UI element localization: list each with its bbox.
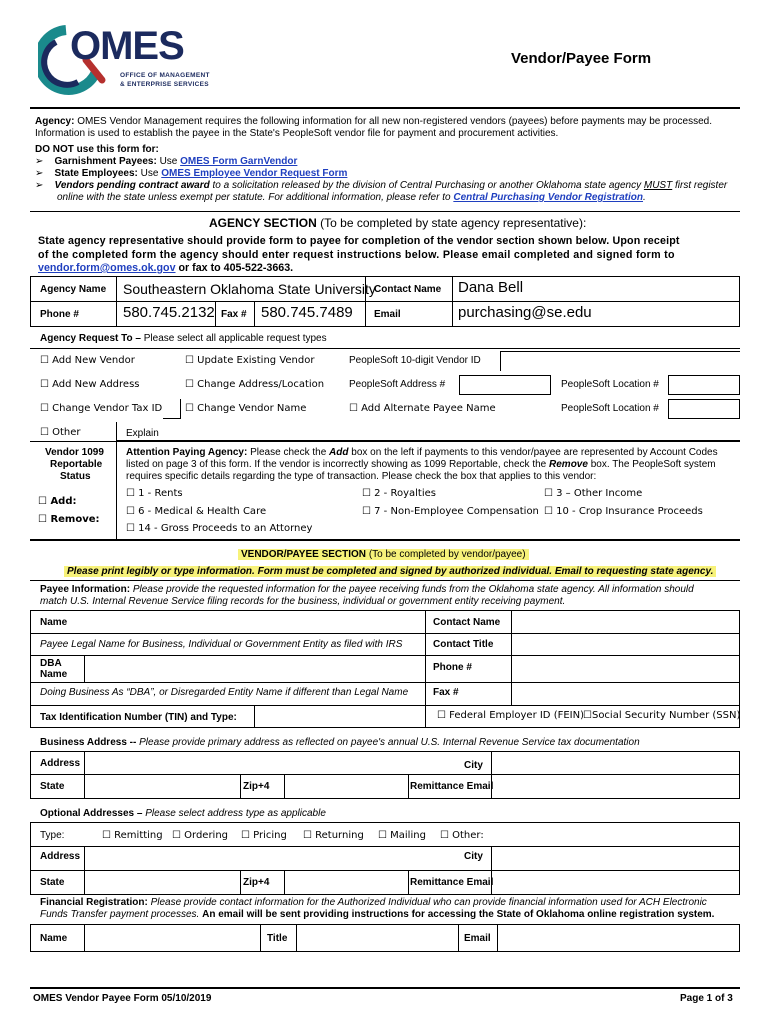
fin-name-field[interactable]	[86, 926, 258, 950]
do-not-use-heading: DO NOT use this form for:	[35, 144, 159, 155]
bullet-pending-contract: ➢ Vendors pending contract award to a solicitation released by the division of Central Purchasing or another Oklahoma state agency MUST first register	[35, 180, 728, 191]
attention-line-2: listed on page 3 of this form. If the vendor is incorrectly showing as 1099 Reportable, check the Remove box. The PeopleSoft system	[126, 459, 716, 470]
payee-fax-field[interactable]	[513, 684, 738, 704]
central-purchasing-link[interactable]: Central Purchasing Vendor Registration	[453, 192, 644, 203]
type-ordering-checkbox[interactable]: ☐ Ordering	[172, 830, 229, 841]
contact-name-label: Contact Name	[374, 284, 442, 295]
state-field[interactable]	[86, 776, 238, 797]
remit-email-field[interactable]	[493, 776, 738, 797]
dba-name-field[interactable]	[86, 657, 423, 681]
agency-instructions-1: State agency representative should provide form to payee for completion of the vendor section shown below. Upon receipt	[38, 235, 680, 247]
dba-hint: Doing Business As “DBA”, or Disregarded Entity Name if different than Legal Name	[40, 687, 409, 698]
city-label: City	[464, 760, 483, 771]
address2-label: Address	[40, 851, 81, 862]
payee-fax-label: Fax #	[433, 687, 459, 698]
type-pricing-checkbox[interactable]: ☐ Pricing	[241, 830, 287, 841]
agency-instructions-3: vendor.form@omes.ok.gov or fax to 405-522-3663.	[38, 262, 294, 274]
agency-request-to: Agency Request To – Please select all applicable request types	[40, 333, 327, 344]
v1099-label-3: Status	[60, 471, 91, 482]
business-address-line: Business Address -- Please provide primary address as reflected on payee's annual U.S. Internal Revenue Service tax documentation	[40, 737, 640, 748]
payee-contact-name-label: Contact Name	[433, 617, 501, 628]
payee-name-label: Name	[40, 617, 68, 628]
add-new-address-checkbox[interactable]: ☐ Add New Address	[40, 379, 140, 390]
bullet-garnishment: ➢ Garnishment Payees: Use OMES Form GarnVendor	[35, 156, 298, 167]
c7-nonemployee-checkbox[interactable]: ☐ 7 - Non-Employee Compensation	[362, 506, 539, 517]
payee-phone-label: Phone #	[433, 662, 472, 673]
change-vendor-name-checkbox[interactable]: ☐ Change Vendor Name	[185, 403, 307, 414]
c10-crop-checkbox[interactable]: ☐ 10 - Crop Insurance Proceeds	[544, 506, 703, 517]
add-new-vendor-checkbox[interactable]: ☐ Add New Vendor	[40, 355, 135, 366]
bullet-pending-contract-line2: online with the state unless exempt per statute. For additional information, please refer to Central Purchasing Vendor Registration.	[57, 192, 646, 203]
bullet-state-employees: ➢ State Employees: Use OMES Employee Vendor Request Form	[35, 168, 348, 179]
city2-field[interactable]	[493, 848, 738, 868]
state-label: State	[40, 781, 65, 792]
contact-name-field[interactable]: Dana Bell	[458, 279, 524, 296]
ssn-checkbox[interactable]: ☐Social Security Number (SSN)	[583, 710, 741, 721]
arrow-bullet-icon: ➢	[35, 156, 44, 167]
payee-name-field[interactable]	[84, 612, 422, 632]
phone-field[interactable]: 580.745.2132	[123, 304, 215, 321]
city2-label: City	[464, 851, 483, 862]
fax-field[interactable]: 580.745.7489	[261, 304, 353, 321]
zip-field[interactable]	[286, 776, 406, 797]
payee-phone-field[interactable]	[513, 657, 738, 681]
vendor-section-heading: VENDOR/PAYEE SECTION (To be completed by vendor/payee)	[238, 549, 529, 560]
state2-field[interactable]	[86, 872, 238, 893]
other-checkbox[interactable]: ☐ Other	[40, 427, 81, 438]
fax-label: Fax #	[221, 309, 247, 320]
financial-registration-line2: Funds Transfer payment processes. An email will be sent providing instructions for accessing the State of Oklahoma online registration system.	[40, 909, 715, 920]
fein-checkbox[interactable]: ☐ Federal Employer ID (FEIN)	[437, 710, 584, 721]
fin-title-label: Title	[267, 933, 288, 944]
agency-name-field[interactable]: Southeastern Oklahoma State University	[123, 281, 376, 297]
c6-medical-checkbox[interactable]: ☐ 6 - Medical & Health Care	[126, 506, 267, 517]
arrow-bullet-icon: ➢	[35, 180, 44, 191]
state2-label: State	[40, 877, 65, 888]
type-returning-checkbox[interactable]: ☐ Returning	[303, 830, 364, 841]
new-tax-id-field[interactable]	[163, 399, 181, 419]
fin-email-label: Email	[464, 933, 491, 944]
c14-attorney-checkbox[interactable]: ☐ 14 - Gross Proceeds to an Attorney	[126, 523, 313, 534]
tin-label: Tax Identification Number (TIN) and Type:	[40, 712, 237, 723]
ps-location-field[interactable]	[668, 375, 740, 395]
c3-other-income-checkbox[interactable]: ☐ 3 – Other Income	[544, 488, 643, 499]
attention-line-1: Attention Paying Agency: Please check the Add box on the left if payments to this vendor/payee are represented by Account Codes	[126, 447, 718, 458]
remit-email2-label: Remittance Email	[410, 877, 494, 888]
update-vendor-checkbox[interactable]: ☐ Update Existing Vendor	[185, 355, 315, 366]
remit-email-label: Remittance Email	[410, 781, 494, 792]
garn-vendor-link[interactable]: OMES Form GarnVendor	[180, 156, 298, 167]
change-tax-id-checkbox[interactable]: ☐ Change Vendor Tax ID	[40, 403, 163, 414]
logo-wordmark: OMES	[70, 24, 184, 68]
type-other-checkbox[interactable]: ☐ Other:	[440, 830, 484, 841]
ps-address-label: PeopleSoft Address #	[349, 379, 446, 390]
employee-vendor-link[interactable]: OMES Employee Vendor Request Form	[161, 168, 348, 179]
ps-location2-label: PeopleSoft Location #	[561, 403, 659, 414]
zip-label: Zip+4	[243, 781, 270, 792]
vendor-instructions: Please print legibly or type information. Form must be completed and signed by authorized individual. Email to requesting state agency.	[64, 566, 716, 577]
add-alt-payee-checkbox[interactable]: ☐ Add Alternate Payee Name	[349, 403, 496, 414]
type-mailing-checkbox[interactable]: ☐ Mailing	[378, 830, 426, 841]
zip2-field[interactable]	[286, 872, 406, 893]
change-address-checkbox[interactable]: ☐ Change Address/Location	[185, 379, 325, 390]
omes-logo	[38, 20, 228, 98]
ps-location-label: PeopleSoft Location #	[561, 379, 659, 390]
c2-royalties-checkbox[interactable]: ☐ 2 - Royalties	[362, 488, 436, 499]
address2-field[interactable]	[86, 848, 446, 868]
fin-name-label: Name	[40, 933, 68, 944]
city-field[interactable]	[493, 753, 738, 772]
email-field[interactable]: purchasing@se.edu	[458, 304, 592, 321]
header-rule	[30, 107, 740, 109]
payee-info-line2: match U.S. Internal Revenue Service filing records for the business, individual or government entity receiving payment.	[40, 596, 566, 607]
ps-location2-field[interactable]	[668, 399, 740, 419]
vendor-form-email-link[interactable]: vendor.form@omes.ok.gov	[38, 262, 176, 274]
email-label: Email	[374, 309, 401, 320]
payee-info-line1: Payee Information: Please provide the requested information for the payee receiving funds from the Oklahoma state agency. All information should	[40, 584, 694, 595]
address-label: Address	[40, 758, 81, 769]
arrow-bullet-icon: ➢	[35, 168, 44, 179]
remove-1099-checkbox[interactable]: ☐ Remove:	[38, 514, 100, 525]
agency-section-heading: AGENCY SECTION (To be completed by state agency representative):	[209, 216, 587, 230]
agency-name-label: Agency Name	[40, 284, 107, 295]
remit-email2-field[interactable]	[493, 872, 738, 893]
intro-agency-line: Agency: OMES Vendor Management requires the following information for all new non-registered vendors (payees) before payments may be processed.	[35, 116, 713, 127]
attention-line-3: requires specific details regarding the type of transaction. Please check the box that applies to this vendor:	[126, 471, 597, 482]
phone-label: Phone #	[40, 309, 79, 320]
c1-rents-checkbox[interactable]: ☐ 1 - Rents	[126, 488, 183, 499]
fin-email-field[interactable]	[499, 926, 738, 950]
agency-section-rule	[30, 211, 740, 212]
intro-agency-line2: Information is used to establish the payee in the State's PeopleSoft vendor file for payment and procurement activities.	[35, 128, 559, 139]
financial-registration-line1: Financial Registration: Please provide contact information for the Authorized Individual who can provide financial information used for ACH Electronic	[40, 897, 707, 908]
dba-label-1: DBA	[40, 658, 62, 669]
type-label: Type:	[40, 830, 65, 841]
ps-address-field[interactable]	[459, 375, 551, 395]
contact-title-label: Contact Title	[433, 639, 494, 650]
type-other-field[interactable]	[486, 824, 738, 844]
agency-instructions-2: of the completed form the agency should enter request instructions below. Please email completed and signed form to	[38, 249, 675, 261]
fin-title-field[interactable]	[298, 926, 456, 950]
type-remitting-checkbox[interactable]: ☐ Remitting	[102, 830, 163, 841]
v1099-label-2: Reportable	[50, 459, 103, 470]
form-title: Vendor/Payee Form	[511, 50, 652, 67]
payee-contact-name-field[interactable]	[513, 612, 738, 632]
address-field[interactable]	[86, 753, 446, 772]
footer-form-id: OMES Vendor Payee Form 05/10/2019	[33, 993, 212, 1004]
logo-sub-1: OFFICE OF MANAGEMENT	[120, 72, 210, 79]
tin-field[interactable]	[256, 708, 423, 726]
footer-page-number: Page 1 of 3	[680, 993, 733, 1004]
logo-sub-2: & ENTERPRISE SERVICES	[120, 81, 209, 88]
ps-vendor-id-field[interactable]	[500, 351, 740, 371]
ps-vendor-id-label: PeopleSoft 10-digit Vendor ID	[349, 355, 481, 366]
contact-title-field[interactable]	[513, 635, 738, 654]
v1099-label-1: Vendor 1099	[45, 447, 104, 458]
zip2-label: Zip+4	[243, 877, 270, 888]
add-1099-checkbox[interactable]: ☐ Add:	[38, 496, 77, 507]
explain-label: Explain	[126, 428, 159, 439]
dba-label-2: Name	[40, 669, 68, 680]
optional-address-line: Optional Addresses – Please select address type as applicable	[40, 808, 326, 819]
payee-name-hint: Payee Legal Name for Business, Individual or Government Entity as filed with IRS	[40, 639, 403, 650]
